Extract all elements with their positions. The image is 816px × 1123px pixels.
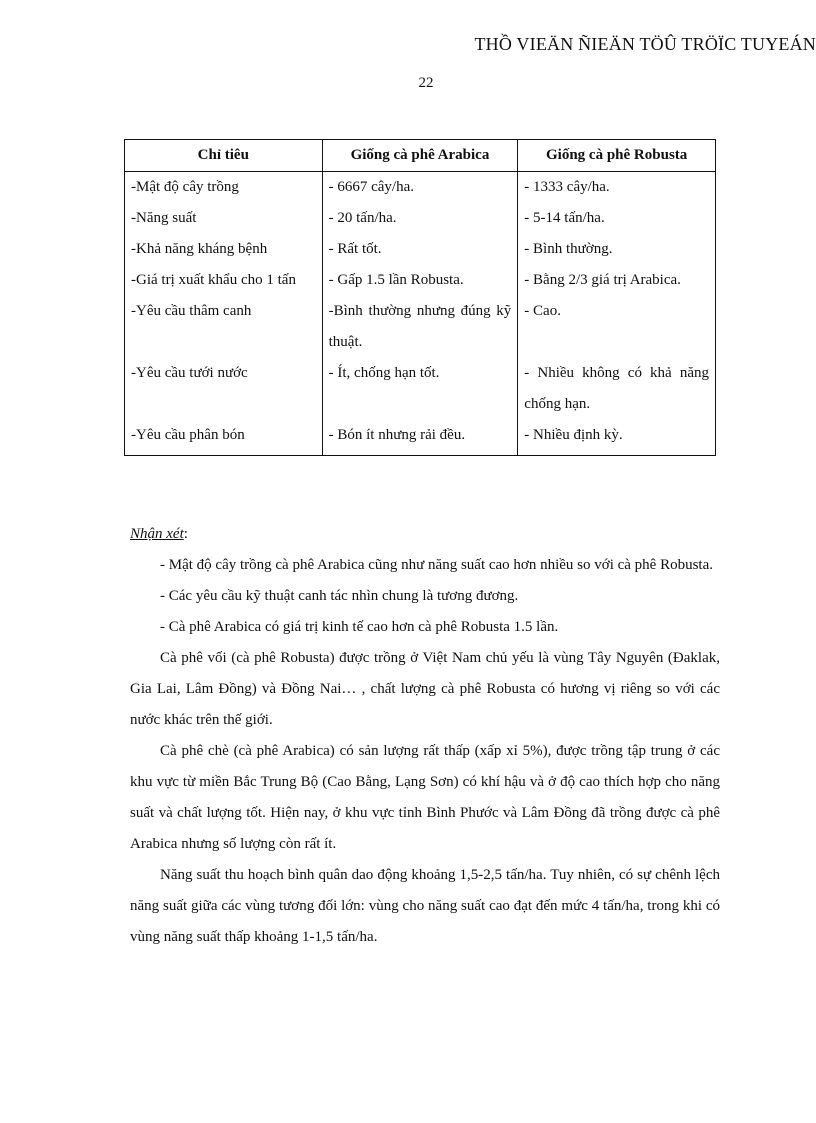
remarks-label: Nhận xét	[130, 526, 184, 542]
cell-arabica: - Bón ít nhưng rải đều.	[322, 420, 518, 456]
paragraph-robusta: Cà phê vối (cà phê Robusta) được trồng ở Việt Nam chủ yếu là vùng Tây Nguyên (Đaklak, Gia Lai, Lâm Đồng) và Đồng Nai… , chất lượng cà phê Robusta có hương vị riêng so với các nước khác trên thế giới.	[130, 650, 720, 728]
header-robusta: Giống cà phê Robusta	[518, 140, 716, 172]
remarks-label-suffix: :	[183, 526, 188, 542]
table-row	[125, 203, 716, 234]
remark-item: - Cà phê Arabica có giá trị kinh tế cao hơn cà phê Robusta 1.5 lần.	[160, 619, 559, 635]
table-row	[125, 265, 716, 296]
cell-arabica: - 6667 cây/ha.	[322, 172, 518, 204]
header-arabica: Giống cà phê Arabica	[322, 140, 518, 172]
cell-criteria: -Yêu cầu thâm canh	[125, 296, 323, 358]
cell-arabica: - Gấp 1.5 lần Robusta.	[322, 265, 518, 296]
page-number: 22	[418, 75, 434, 91]
cell-criteria: -Khả năng kháng bệnh	[125, 234, 323, 265]
cell-criteria: -Yêu cầu tưới nước	[125, 358, 323, 420]
cell-robusta: - 1333 cây/ha.	[518, 172, 716, 204]
cell-criteria: -Năng suất	[125, 203, 323, 234]
body-text	[130, 519, 720, 953]
cell-criteria: -Giá trị xuất khẩu cho 1 tấn	[125, 265, 323, 296]
cell-robusta: - Bình thường.	[518, 234, 716, 265]
remark-item: - Mật độ cây trồng cà phê Arabica cũng như năng suất cao hơn nhiều so với cà phê Robusta.	[160, 557, 714, 573]
remark-item: - Các yêu cầu kỹ thuật canh tác nhìn chung là tương đương.	[160, 588, 519, 604]
cell-robusta: - Nhiều định kỳ.	[518, 420, 716, 456]
table-row	[125, 234, 716, 265]
cell-arabica: - Ít, chống hạn tốt.	[322, 358, 518, 420]
cell-arabica: - Rất tốt.	[322, 234, 518, 265]
comparison-table	[124, 139, 716, 456]
table-row	[125, 420, 716, 456]
header-criteria: Chỉ tiêu	[125, 140, 323, 172]
table-row	[125, 172, 716, 204]
cell-arabica: -Bình thường nhưng đúng kỹ thuật.	[322, 296, 518, 358]
table-row	[125, 358, 716, 420]
cell-criteria: -Yêu cầu phân bón	[125, 420, 323, 456]
cell-arabica: - 20 tấn/ha.	[322, 203, 518, 234]
cell-criteria: -Mật độ cây trồng	[125, 172, 323, 204]
header-title: THỒ VIEÄN ÑIEÄN TÖÛ TRÖÏC TUYEÁN	[474, 34, 816, 54]
cell-robusta: - Cao.	[518, 296, 716, 358]
remarks-heading	[130, 519, 720, 550]
cell-robusta: - 5-14 tấn/ha.	[518, 203, 716, 234]
table-row	[125, 296, 716, 358]
paragraph-arabica: Cà phê chè (cà phê Arabica) có sản lượng rất thấp (xấp xỉ 5%), được trồng tập trung ở các khu vực từ miền Bắc Trung Bộ (Cao Bằng, Lạng Sơn) có khí hậu và ở độ cao thích hợp cho năng suất và chất lượng tốt. Hiện nay, ở khu vực tỉnh Bình Phước và Lâm Đồng đã trồng được cà phê Arabica nhưng số lượng còn rất ít.	[130, 743, 720, 852]
cell-robusta: - Nhiều không có khả năng chống hạn.	[518, 358, 716, 420]
table-header-row	[125, 140, 716, 172]
paragraph-yield: Năng suất thu hoạch bình quân dao động khoảng 1,5-2,5 tấn/ha. Tuy nhiên, có sự chênh lệch năng suất giữa các vùng tương đối lớn: vùng cho năng suất cao đạt đến mức 4 tấn/ha, trong khi có vùng năng suất thấp khoảng 1-1,5 tấn/ha.	[130, 867, 720, 945]
cell-robusta: - Bằng 2/3 giá trị Arabica.	[518, 265, 716, 296]
